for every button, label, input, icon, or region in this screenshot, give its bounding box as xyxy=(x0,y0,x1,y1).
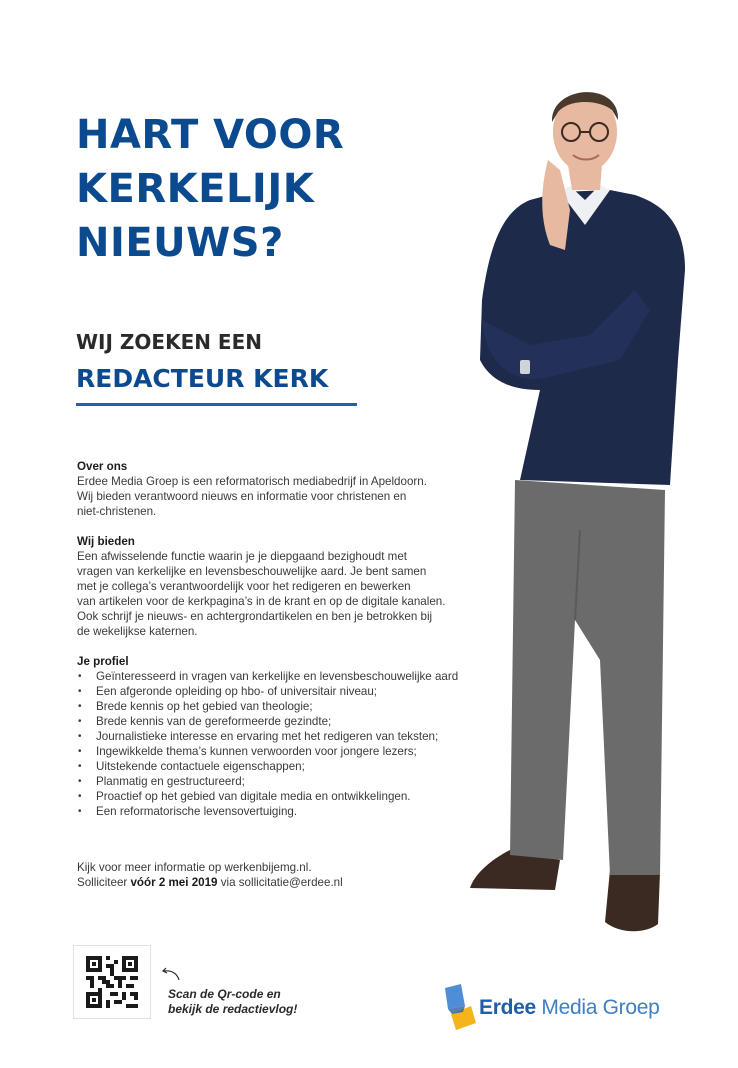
wij-bieden-line: Een afwisselende functie waarin je je diepgaand bezighoudt met xyxy=(77,550,407,563)
list-item: • Een reformatorische levensovertuiging. xyxy=(77,804,487,819)
section-text-over-ons xyxy=(77,474,487,519)
wij-bieden-line: Ook schrijf je nieuws- en achtergrondartikelen en ben je betrokken bij xyxy=(77,610,433,623)
section-title-wij-bieden: Wij bieden xyxy=(77,535,135,548)
headline-line-3: NIEUWS? xyxy=(76,220,284,266)
curved-arrow-icon xyxy=(160,966,182,982)
list-item: • Brede kennis van de gereformeerde gezindte; xyxy=(77,714,487,729)
wij-bieden-line: vragen van kerkelijke en levensbeschouwelijke aard. Je bent samen xyxy=(77,565,427,578)
apply-prefix: Solliciteer xyxy=(77,876,131,889)
headline xyxy=(76,108,344,270)
qr-caption-line-2: bekijk de redactievlog! xyxy=(168,1002,298,1016)
logo-word-media-groep: Media Groep xyxy=(535,996,660,1019)
erdee-media-groep-logo xyxy=(443,984,658,1030)
section-text-wij-bieden xyxy=(77,549,487,639)
qr-caption xyxy=(168,987,297,1017)
qr-code-icon xyxy=(86,956,138,1008)
list-item: • Geïnteresseerd in vragen van kerkelijke en levensbeschouwelijke aard xyxy=(77,669,487,684)
list-item: • Planmatig en gestructureerd; xyxy=(77,774,487,789)
list-item: • Proactief op het gebied van digitale media en ontwikkelingen. xyxy=(77,789,487,804)
profile-list xyxy=(77,669,487,819)
more-info-text: Kijk voor meer informatie op werkenbijemg.nl. xyxy=(77,861,312,874)
logo-wordmark xyxy=(479,996,660,1020)
title-underline xyxy=(76,403,357,406)
list-item: • Uitstekende contactuele eigenschappen; xyxy=(77,759,487,774)
logo-word-erdee: Erdee xyxy=(479,996,536,1019)
person-photo xyxy=(460,60,700,950)
list-item: • Brede kennis op het gebied van theologie; xyxy=(77,699,487,714)
over-ons-line: niet-christenen. xyxy=(77,505,157,518)
qr-code[interactable] xyxy=(73,945,151,1019)
list-item: • Ingewikkelde thema’s kunnen verwoorden voor jongere lezers; xyxy=(77,744,487,759)
headline-line-2: KERKELIJK xyxy=(76,166,315,212)
contact-info xyxy=(77,860,343,890)
wij-bieden-line: van artikelen voor de kerkpagina’s in de krant en op de digitale kanalen. xyxy=(77,595,446,608)
apply-deadline: vóór 2 mei 2019 xyxy=(130,876,218,889)
vacancy-body xyxy=(77,459,487,819)
over-ons-line: Erdee Media Groep is een reformatorisch mediabedrijf in Apeldoorn. xyxy=(77,475,427,488)
wij-bieden-line: met je collega’s verantwoordelijk voor het redigeren en bewerken xyxy=(77,580,411,593)
headline-line-1: HART VOOR xyxy=(76,112,345,158)
section-title-je-profiel: Je profiel xyxy=(77,655,129,668)
wij-bieden-line: de wekelijkse katernen. xyxy=(77,625,198,638)
list-item: • Een afgeronde opleiding op hbo- of universitair niveau; xyxy=(77,684,487,699)
qr-caption-line-1: Scan de Qr-code en xyxy=(168,987,281,1001)
apply-email-text: via sollicitatie@erdee.nl xyxy=(217,876,343,889)
job-title: REDACTEUR KERK xyxy=(76,364,329,393)
list-item: • Journalistieke interesse en ervaring met het redigeren van teksten; xyxy=(77,729,487,744)
subheading-intro: WIJ ZOEKEN EEN xyxy=(76,330,262,354)
logo-mark-icon xyxy=(443,984,477,1030)
over-ons-line: Wij bieden verantwoord nieuws en informatie voor christenen en xyxy=(77,490,407,503)
section-title-over-ons: Over ons xyxy=(77,460,128,473)
